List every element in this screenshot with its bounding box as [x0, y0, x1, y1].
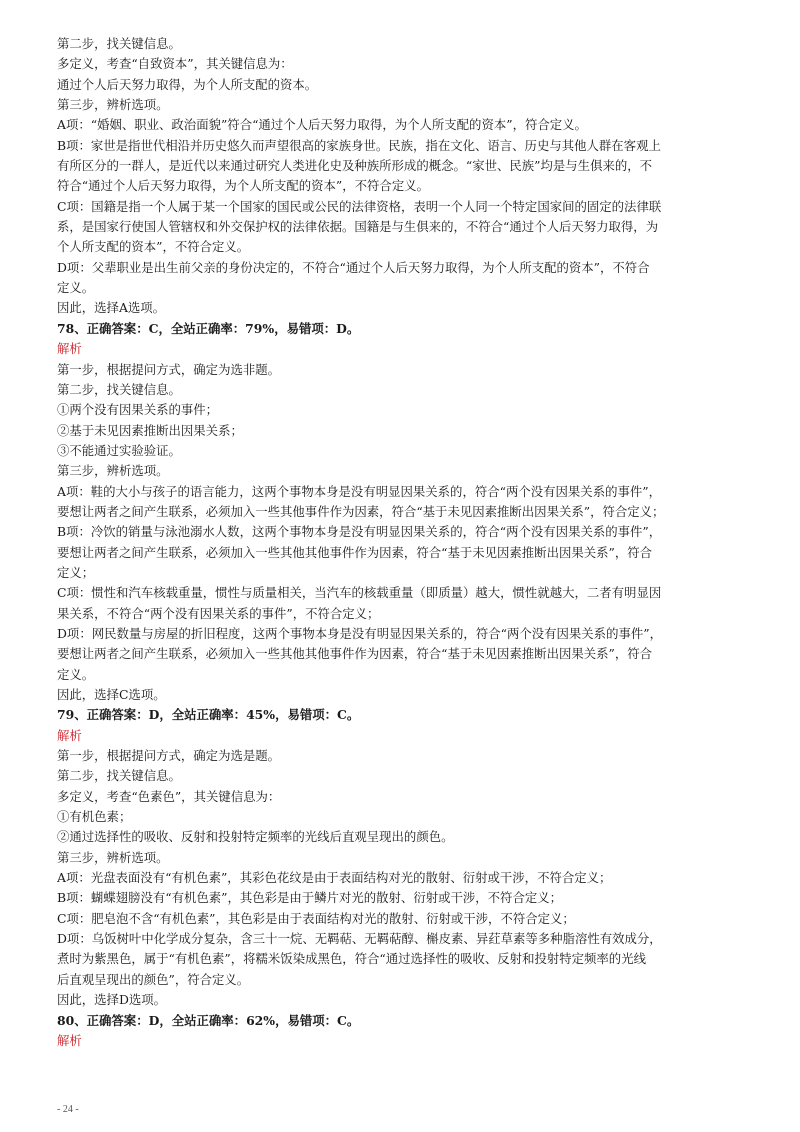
text-line: 要想让两者之间产生联系，必须加入一些其他事件作为因素，符合“基于未见因素推断出因果关系”，符合定义；	[57, 503, 665, 519]
text-line: C项：国籍是指一个人属于某一个国家的国民或公民的法律资格，表明一个人同一个特定国家间的固定的法律联	[57, 198, 662, 214]
text-line: 因此，选择C选项。	[57, 687, 166, 702]
text-line: 定义；	[57, 564, 95, 580]
text-line: C项：惯性和汽车核载重量，惯性与质量相关，当汽车的核载重量（即质量）越大，惯性就越大，二者有明显因	[57, 585, 662, 601]
text-line: ③不能通过实验验证。	[57, 442, 181, 458]
q78-answer-heading: 78、正确答案：C，全站正确率：79%，易错项：D。	[57, 320, 360, 336]
text-line: D项：乌饭树叶中化学成分复杂，含三十一烷、无羁萜、无羁萜醇、槲皮素、异荭草素等多种脂溶性有效成分，	[57, 931, 662, 947]
text-line: B项：家世是指世代相沿并历史悠久而声望很高的家族身世。民族，指在文化、语言、历史与其他人群在客观上	[57, 137, 661, 153]
q80-answer-heading: 80、正确答案：D，全站正确率：62%，易错项：C。	[57, 1012, 360, 1028]
text-line: 因此，选择D选项。	[57, 992, 167, 1008]
text-line: 多定义，考查“色素色”，其关键信息为：	[57, 788, 281, 804]
text-line: ②基于未见因素推断出因果关系；	[57, 422, 243, 438]
text-line: A项：鞋的大小与孩子的语言能力，这两个事物本身是没有明显因果关系的，符合“两个没有因果关系的事件”，	[57, 483, 661, 499]
q79-analysis-label: 解析	[57, 727, 82, 743]
text-line: ①两个没有因果关系的事件；	[57, 402, 219, 418]
text-line: 第三步，辨析选项。	[57, 849, 169, 865]
text-line: C项：肥皂泡不含“有机色素”，其色彩是由于表面结构对光的散射、衍射或干涉，不符合定义；	[57, 910, 575, 926]
text-line: ②通过选择性的吸收、反射和投射特定频率的光线后直观呈现出的颜色。	[57, 829, 454, 845]
q80-analysis-label: 解析	[57, 1032, 82, 1048]
text-line: 要想让两者之间产生联系，必须加入一些其他其他事件作为因素，符合“基于未见因素推断出因果关系”，符合	[57, 544, 653, 560]
text-line: A项：光盘表面没有“有机色素”，其彩色花纹是由于表面结构对光的散射、衍射或干涉，不符合定义；	[57, 870, 612, 886]
text-line: D项：网民数量与房屋的折旧程度，这两个事物本身是没有明显因果关系的，符合“两个没有因果关系的事件”，	[57, 625, 662, 641]
text-line: 第三步，辨析选项。	[57, 97, 169, 113]
text-line: 定义。	[57, 666, 95, 682]
text-line: A项：“婚姻、职业、政治面貌”符合“通过个人后天努力取得，为个人所支配的资本”，符合定义。	[57, 117, 587, 133]
text-line: 第二步，找关键信息。	[57, 36, 181, 51]
page-number: - 24 -	[57, 1104, 79, 1115]
text-line: 第一步，根据提问方式，确定为选是题。	[57, 748, 281, 764]
text-line: 第一步，根据提问方式，确定为选非题。	[57, 361, 281, 377]
q79-answer-heading: 79、正确答案：D，全站正确率：45%，易错项：C。	[57, 707, 360, 723]
text-line: 第二步，找关键信息。	[57, 381, 181, 397]
document-page	[57, 34, 747, 1051]
text-line: 要想让两者之间产生联系，必须加入一些其他其他事件作为因素，符合“基于未见因素推断出因果关系”，符合	[57, 646, 653, 662]
q78-analysis-label: 解析	[57, 341, 82, 357]
text-line: B项：蝴蝶翅膀没有“有机色素”，其色彩是由于鳞片对光的散射、衍射或干涉，不符合定义；	[57, 890, 563, 906]
text-line: 个人所支配的资本”，不符合定义。	[57, 239, 250, 255]
text-line: 定义。	[57, 280, 95, 296]
text-line: 第二步，找关键信息。	[57, 768, 181, 784]
text-line: 有所区分的一群人，是近代以来通过研究人类进化史及种族所形成的概念。“家世、民族”均是与生俱来的，不	[57, 158, 653, 174]
text-line: 系，是国家行使国人管辖权和外交保护权的法律依据。国籍是与生俱来的，不符合“通过个人后天努力取得，为	[57, 219, 659, 235]
text-line: 多定义，考查“自致资本”，其关键信息为：	[57, 56, 293, 72]
text-line: 后直观呈现出的颜色”，符合定义。	[57, 971, 250, 987]
text-line: D项：父辈职业是出生前父亲的身份决定的，不符合“通过个人后天努力取得，为个人所支配的资本”，不符合	[57, 259, 650, 275]
text-line: 通过个人后天努力取得，为个人所支配的资本。	[57, 76, 318, 92]
text-line: 果关系，不符合“两个没有因果关系的事件”，不符合定义；	[57, 605, 380, 621]
text-line: 因此，选择A选项。	[57, 300, 166, 316]
text-line: 第三步，辨析选项。	[57, 463, 169, 479]
text-line: B项：冷饮的销量与泳池溺水人数，这两个事物本身是没有明显因果关系的，符合“两个没有因果关系的事件”，	[57, 524, 662, 540]
text-line: 符合“通过个人后天努力取得，为个人所支配的资本”，不符合定义。	[57, 178, 429, 194]
text-line: ①有机色素；	[57, 809, 132, 825]
text-line: 煮时为紫黑色，属于“有机色素”，将糯米饭染成黑色，符合“通过选择性的吸收、反射和投射特定频率的光线	[57, 951, 646, 967]
